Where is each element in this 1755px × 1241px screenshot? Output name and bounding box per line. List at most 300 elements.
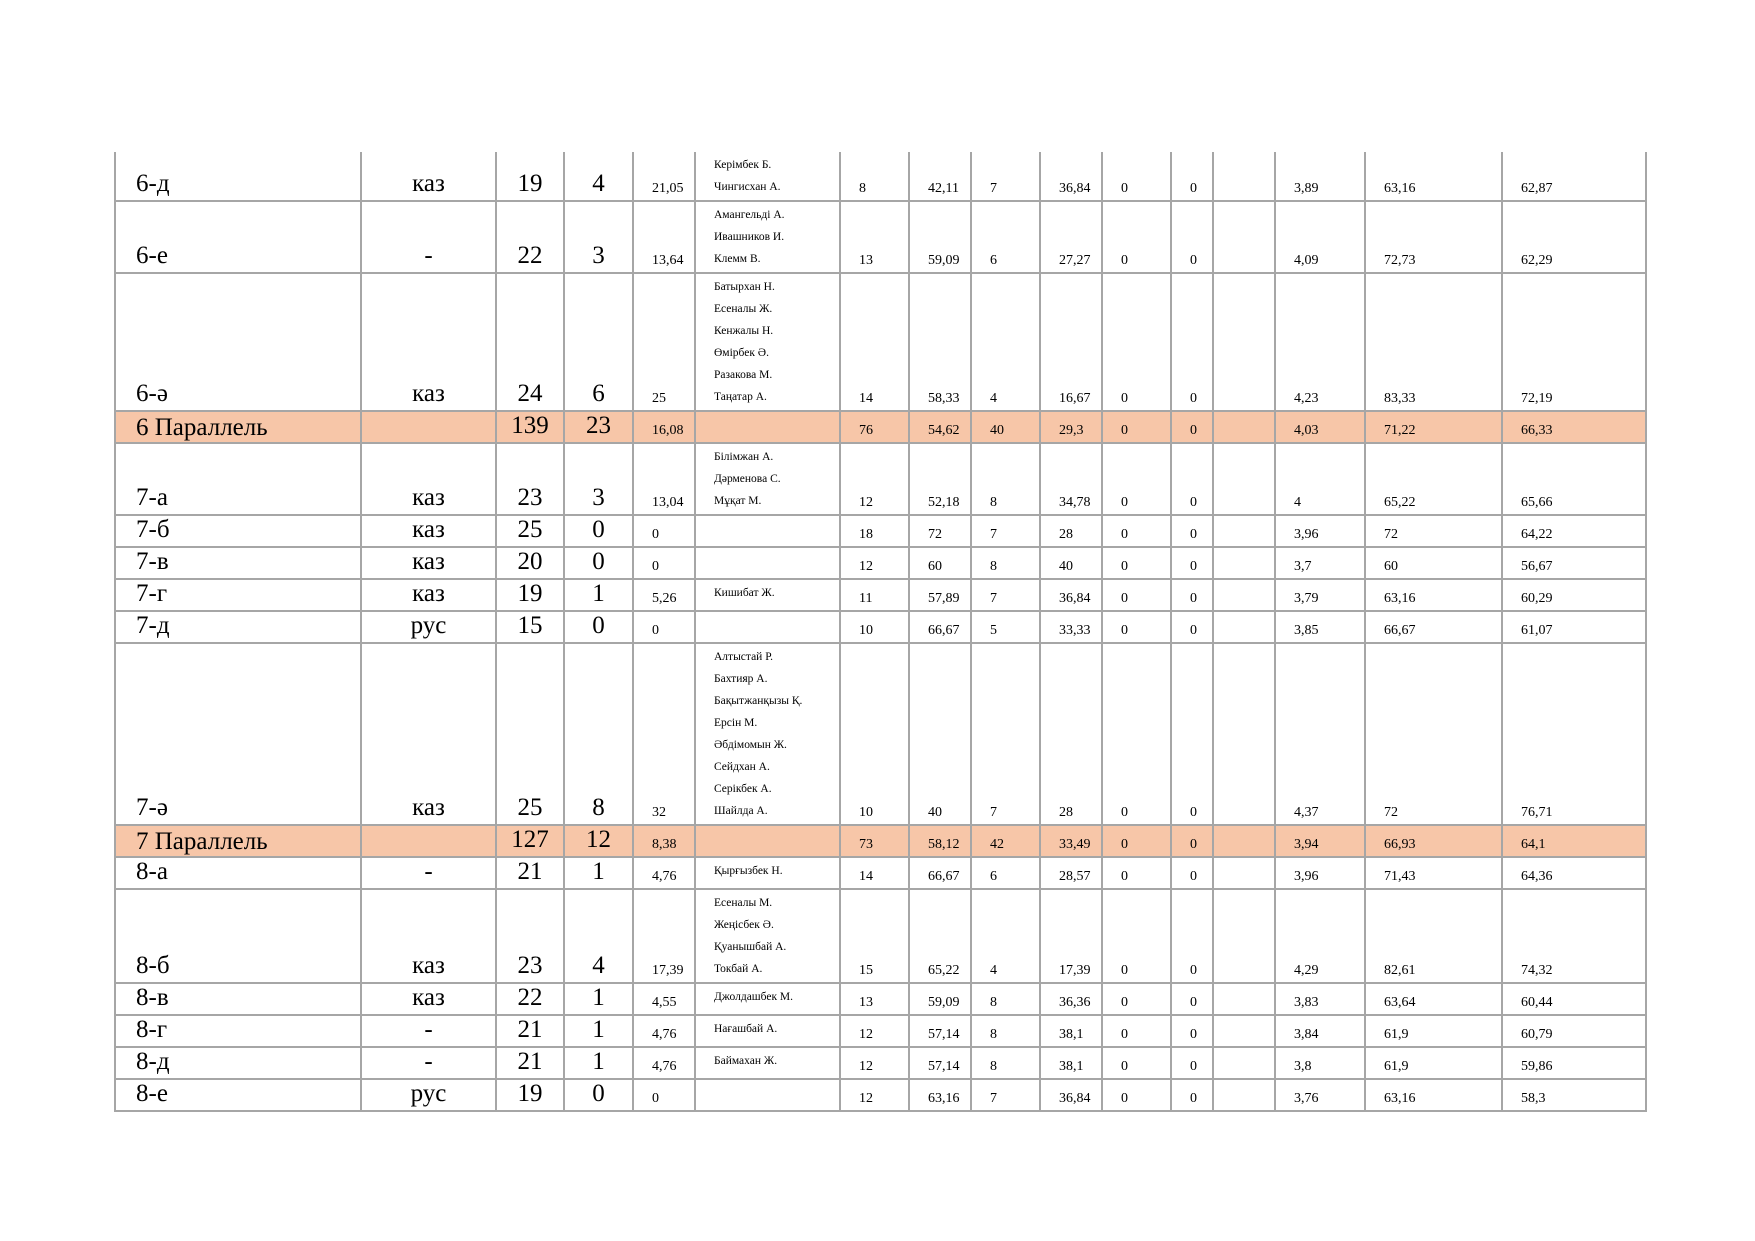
student-name: Джолдашбек М. xyxy=(714,991,794,1003)
grades-table xyxy=(114,152,1647,1112)
table-row xyxy=(115,443,1646,515)
average-grade-cell: 3,94 xyxy=(1275,825,1365,857)
quality-percent-cell: 60 xyxy=(1365,547,1502,579)
excellent-percent-cell: 21,05 xyxy=(633,152,695,201)
sok-percent-cell: 60,44 xyxy=(1502,983,1646,1015)
fail-count-cell: 0 xyxy=(1102,1047,1171,1079)
quality-percent-cell: 63,16 xyxy=(1365,1079,1502,1111)
satisfactory-count-cell: 7 xyxy=(971,579,1040,611)
student-name: Өмірбек Ә. xyxy=(714,347,769,359)
excellent-percent-cell: 5,26 xyxy=(633,579,695,611)
good-count-cell: 11 xyxy=(840,579,909,611)
good-count-cell: 12 xyxy=(840,1047,909,1079)
excellent-percent-cell: 4,76 xyxy=(633,1015,695,1047)
average-grade-cell: 3,96 xyxy=(1275,515,1365,547)
names-cell xyxy=(695,1015,840,1047)
quality-percent-cell: 82,61 xyxy=(1365,889,1502,983)
table-row xyxy=(115,273,1646,411)
student-name: Чингисхан А. xyxy=(714,181,781,193)
fail-percent-cell: 0 xyxy=(1171,515,1213,547)
class-cell: 6 Параллель xyxy=(115,411,361,443)
student-name: Білімжан А. xyxy=(714,451,774,463)
language-cell: каз xyxy=(361,889,496,983)
fail-percent-cell: 0 xyxy=(1171,889,1213,983)
fail-percent-cell: 0 xyxy=(1171,983,1213,1015)
average-grade-cell: 4,37 xyxy=(1275,643,1365,825)
average-grade-cell: 4 xyxy=(1275,443,1365,515)
table-row xyxy=(115,1079,1646,1111)
fail-percent-cell: 0 xyxy=(1171,643,1213,825)
table-row xyxy=(115,1015,1646,1047)
names-cell xyxy=(695,411,840,443)
fail-percent-cell: 0 xyxy=(1171,547,1213,579)
quality-percent-cell: 72 xyxy=(1365,643,1502,825)
student-name: Мұқат М. xyxy=(714,495,762,507)
excellent-count-cell: 23 xyxy=(564,411,633,443)
satisfactory-percent-cell: 27,27 xyxy=(1040,201,1102,273)
average-grade-cell: 3,83 xyxy=(1275,983,1365,1015)
fail-percent-cell: 0 xyxy=(1171,411,1213,443)
satisfactory-percent-cell: 34,78 xyxy=(1040,443,1102,515)
excellent-percent-cell: 4,76 xyxy=(633,857,695,889)
fail-percent-cell: 0 xyxy=(1171,611,1213,643)
empty-cell xyxy=(1213,547,1275,579)
excellent-percent-cell: 17,39 xyxy=(633,889,695,983)
good-count-cell: 13 xyxy=(840,201,909,273)
excellent-count-cell: 0 xyxy=(564,1079,633,1111)
excellent-count-cell: 1 xyxy=(564,857,633,889)
fail-count-cell: 0 xyxy=(1102,443,1171,515)
good-count-cell: 13 xyxy=(840,983,909,1015)
satisfactory-percent-cell: 28,57 xyxy=(1040,857,1102,889)
empty-cell xyxy=(1213,515,1275,547)
empty-cell xyxy=(1213,825,1275,857)
empty-cell xyxy=(1213,1047,1275,1079)
good-count-cell: 18 xyxy=(840,515,909,547)
language-cell: каз xyxy=(361,579,496,611)
excellent-percent-cell: 13,64 xyxy=(633,201,695,273)
satisfactory-count-cell: 8 xyxy=(971,547,1040,579)
names-cell xyxy=(695,547,840,579)
satisfactory-percent-cell: 33,49 xyxy=(1040,825,1102,857)
excellent-count-cell: 0 xyxy=(564,547,633,579)
class-cell: 8-д xyxy=(115,1047,361,1079)
excellent-count-cell: 0 xyxy=(564,611,633,643)
excellent-count-cell: 1 xyxy=(564,1015,633,1047)
excellent-count-cell: 8 xyxy=(564,643,633,825)
satisfactory-count-cell: 7 xyxy=(971,515,1040,547)
language-cell: каз xyxy=(361,443,496,515)
empty-cell xyxy=(1213,611,1275,643)
fail-count-cell: 0 xyxy=(1102,1015,1171,1047)
good-count-cell: 12 xyxy=(840,1015,909,1047)
quality-percent-cell: 63,16 xyxy=(1365,152,1502,201)
average-grade-cell: 3,84 xyxy=(1275,1015,1365,1047)
good-count-cell: 73 xyxy=(840,825,909,857)
class-cell: 6-д xyxy=(115,152,361,201)
table-row xyxy=(115,152,1646,201)
class-cell: 8-г xyxy=(115,1015,361,1047)
quality-percent-cell: 71,43 xyxy=(1365,857,1502,889)
student-name: Нағашбай А. xyxy=(714,1023,778,1035)
fail-count-cell: 0 xyxy=(1102,152,1171,201)
fail-count-cell: 0 xyxy=(1102,547,1171,579)
good-percent-cell: 40 xyxy=(909,643,971,825)
names-cell xyxy=(695,643,840,825)
sok-percent-cell: 59,86 xyxy=(1502,1047,1646,1079)
sok-percent-cell: 74,32 xyxy=(1502,889,1646,983)
names-cell xyxy=(695,983,840,1015)
satisfactory-count-cell: 7 xyxy=(971,643,1040,825)
excellent-count-cell: 4 xyxy=(564,152,633,201)
students-total-cell: 22 xyxy=(496,983,564,1015)
quality-percent-cell: 66,93 xyxy=(1365,825,1502,857)
students-total-cell: 19 xyxy=(496,152,564,201)
fail-count-cell: 0 xyxy=(1102,515,1171,547)
student-name: Разакова М. xyxy=(714,369,773,381)
student-name: Шайлда А. xyxy=(714,805,768,817)
class-cell: 8-а xyxy=(115,857,361,889)
students-total-cell: 19 xyxy=(496,1079,564,1111)
quality-percent-cell: 66,67 xyxy=(1365,611,1502,643)
students-total-cell: 21 xyxy=(496,857,564,889)
names-cell xyxy=(695,857,840,889)
good-percent-cell: 60 xyxy=(909,547,971,579)
empty-cell xyxy=(1213,443,1275,515)
fail-percent-cell: 0 xyxy=(1171,579,1213,611)
student-name: Токбай А. xyxy=(714,963,763,975)
satisfactory-percent-cell: 33,33 xyxy=(1040,611,1102,643)
empty-cell xyxy=(1213,411,1275,443)
table-row xyxy=(115,1047,1646,1079)
parallel-summary-row xyxy=(115,825,1646,857)
students-total-cell: 139 xyxy=(496,411,564,443)
satisfactory-count-cell: 4 xyxy=(971,889,1040,983)
class-cell: 8-е xyxy=(115,1079,361,1111)
quality-percent-cell: 83,33 xyxy=(1365,273,1502,411)
fail-count-cell: 0 xyxy=(1102,1079,1171,1111)
excellent-percent-cell: 32 xyxy=(633,643,695,825)
average-grade-cell: 4,29 xyxy=(1275,889,1365,983)
table-row xyxy=(115,643,1646,825)
empty-cell xyxy=(1213,579,1275,611)
good-count-cell: 14 xyxy=(840,857,909,889)
sok-percent-cell: 64,22 xyxy=(1502,515,1646,547)
student-name: Клемм В. xyxy=(714,253,761,265)
student-name: Амангельді А. xyxy=(714,209,785,221)
names-cell xyxy=(695,201,840,273)
language-cell: каз xyxy=(361,152,496,201)
sok-percent-cell: 56,67 xyxy=(1502,547,1646,579)
sok-percent-cell: 72,19 xyxy=(1502,273,1646,411)
class-cell: 6-е xyxy=(115,201,361,273)
fail-percent-cell: 0 xyxy=(1171,1047,1213,1079)
satisfactory-percent-cell: 28 xyxy=(1040,643,1102,825)
satisfactory-percent-cell: 29,3 xyxy=(1040,411,1102,443)
names-cell xyxy=(695,579,840,611)
good-count-cell: 12 xyxy=(840,443,909,515)
student-name: Кишибат Ж. xyxy=(714,587,775,599)
class-cell: 7-д xyxy=(115,611,361,643)
average-grade-cell: 3,85 xyxy=(1275,611,1365,643)
excellent-percent-cell: 4,55 xyxy=(633,983,695,1015)
sok-percent-cell: 62,29 xyxy=(1502,201,1646,273)
class-cell: 7-а xyxy=(115,443,361,515)
language-cell: каз xyxy=(361,273,496,411)
satisfactory-count-cell: 5 xyxy=(971,611,1040,643)
excellent-count-cell: 3 xyxy=(564,443,633,515)
good-percent-cell: 58,33 xyxy=(909,273,971,411)
students-total-cell: 25 xyxy=(496,515,564,547)
empty-cell xyxy=(1213,1079,1275,1111)
excellent-count-cell: 6 xyxy=(564,273,633,411)
satisfactory-count-cell: 7 xyxy=(971,1079,1040,1111)
students-total-cell: 20 xyxy=(496,547,564,579)
names-cell xyxy=(695,273,840,411)
sok-percent-cell: 60,79 xyxy=(1502,1015,1646,1047)
satisfactory-count-cell: 6 xyxy=(971,201,1040,273)
empty-cell xyxy=(1213,201,1275,273)
fail-count-cell: 0 xyxy=(1102,857,1171,889)
names-cell xyxy=(695,1079,840,1111)
fail-count-cell: 0 xyxy=(1102,983,1171,1015)
good-percent-cell: 63,16 xyxy=(909,1079,971,1111)
satisfactory-count-cell: 8 xyxy=(971,1015,1040,1047)
class-cell: 6-ә xyxy=(115,273,361,411)
table-row xyxy=(115,579,1646,611)
fail-count-cell: 0 xyxy=(1102,889,1171,983)
good-count-cell: 10 xyxy=(840,643,909,825)
good-percent-cell: 42,11 xyxy=(909,152,971,201)
excellent-count-cell: 1 xyxy=(564,1047,633,1079)
satisfactory-percent-cell: 38,1 xyxy=(1040,1015,1102,1047)
student-name: Бахтияр А. xyxy=(714,673,768,685)
names-cell xyxy=(695,889,840,983)
good-percent-cell: 66,67 xyxy=(909,611,971,643)
fail-count-cell: 0 xyxy=(1102,411,1171,443)
good-count-cell: 14 xyxy=(840,273,909,411)
fail-percent-cell: 0 xyxy=(1171,443,1213,515)
average-grade-cell: 3,8 xyxy=(1275,1047,1365,1079)
language-cell: рус xyxy=(361,1079,496,1111)
fail-count-cell: 0 xyxy=(1102,643,1171,825)
fail-percent-cell: 0 xyxy=(1171,201,1213,273)
empty-cell xyxy=(1213,983,1275,1015)
satisfactory-percent-cell: 16,67 xyxy=(1040,273,1102,411)
good-count-cell: 8 xyxy=(840,152,909,201)
student-name: Батырхан Н. xyxy=(714,281,775,293)
class-cell: 7-ә xyxy=(115,643,361,825)
excellent-percent-cell: 16,08 xyxy=(633,411,695,443)
sok-percent-cell: 64,1 xyxy=(1502,825,1646,857)
excellent-percent-cell: 13,04 xyxy=(633,443,695,515)
satisfactory-count-cell: 8 xyxy=(971,1047,1040,1079)
sok-percent-cell: 66,33 xyxy=(1502,411,1646,443)
student-name: Керімбек Б. xyxy=(714,159,772,171)
good-percent-cell: 54,62 xyxy=(909,411,971,443)
students-total-cell: 23 xyxy=(496,443,564,515)
class-cell: 7-б xyxy=(115,515,361,547)
students-total-cell: 15 xyxy=(496,611,564,643)
student-name: Ерсін М. xyxy=(714,717,758,729)
excellent-percent-cell: 0 xyxy=(633,515,695,547)
language-cell: каз xyxy=(361,515,496,547)
fail-percent-cell: 0 xyxy=(1171,825,1213,857)
language-cell xyxy=(361,411,496,443)
satisfactory-percent-cell: 36,84 xyxy=(1040,152,1102,201)
average-grade-cell: 4,03 xyxy=(1275,411,1365,443)
fail-count-cell: 0 xyxy=(1102,611,1171,643)
student-name: Таңатар А. xyxy=(714,391,767,403)
student-name: Есеналы Ж. xyxy=(714,303,773,315)
sok-percent-cell: 60,29 xyxy=(1502,579,1646,611)
good-count-cell: 12 xyxy=(840,547,909,579)
excellent-count-cell: 1 xyxy=(564,579,633,611)
table-row xyxy=(115,857,1646,889)
names-cell xyxy=(695,515,840,547)
excellent-count-cell: 3 xyxy=(564,201,633,273)
student-name: Жеңісбек Ә. xyxy=(714,919,774,931)
empty-cell xyxy=(1213,643,1275,825)
average-grade-cell: 3,76 xyxy=(1275,1079,1365,1111)
sok-percent-cell: 64,36 xyxy=(1502,857,1646,889)
satisfactory-count-cell: 7 xyxy=(971,152,1040,201)
excellent-percent-cell: 4,76 xyxy=(633,1047,695,1079)
language-cell: - xyxy=(361,857,496,889)
student-name: Серікбек А. xyxy=(714,783,772,795)
class-cell: 7 Параллель xyxy=(115,825,361,857)
satisfactory-count-cell: 8 xyxy=(971,983,1040,1015)
fail-percent-cell: 0 xyxy=(1171,273,1213,411)
average-grade-cell: 3,96 xyxy=(1275,857,1365,889)
language-cell: рус xyxy=(361,611,496,643)
excellent-percent-cell: 25 xyxy=(633,273,695,411)
quality-percent-cell: 65,22 xyxy=(1365,443,1502,515)
satisfactory-percent-cell: 17,39 xyxy=(1040,889,1102,983)
names-cell xyxy=(695,152,840,201)
satisfactory-percent-cell: 40 xyxy=(1040,547,1102,579)
names-cell xyxy=(695,1047,840,1079)
good-count-cell: 76 xyxy=(840,411,909,443)
language-cell: каз xyxy=(361,547,496,579)
excellent-count-cell: 1 xyxy=(564,983,633,1015)
excellent-count-cell: 0 xyxy=(564,515,633,547)
student-name: Қуанышбай А. xyxy=(714,941,787,953)
language-cell: - xyxy=(361,201,496,273)
class-cell: 7-г xyxy=(115,579,361,611)
empty-cell xyxy=(1213,889,1275,983)
table-row xyxy=(115,983,1646,1015)
table-row xyxy=(115,201,1646,273)
students-total-cell: 22 xyxy=(496,201,564,273)
excellent-count-cell: 12 xyxy=(564,825,633,857)
quality-percent-cell: 61,9 xyxy=(1365,1047,1502,1079)
quality-percent-cell: 63,16 xyxy=(1365,579,1502,611)
class-cell: 8-в xyxy=(115,983,361,1015)
names-cell xyxy=(695,611,840,643)
students-total-cell: 127 xyxy=(496,825,564,857)
table-row xyxy=(115,889,1646,983)
fail-count-cell: 0 xyxy=(1102,201,1171,273)
sok-percent-cell: 62,87 xyxy=(1502,152,1646,201)
fail-percent-cell: 0 xyxy=(1171,1079,1213,1111)
good-count-cell: 12 xyxy=(840,1079,909,1111)
language-cell: - xyxy=(361,1015,496,1047)
student-name: Әбдімомын Ж. xyxy=(714,739,787,751)
excellent-percent-cell: 0 xyxy=(633,547,695,579)
students-total-cell: 23 xyxy=(496,889,564,983)
sok-percent-cell: 61,07 xyxy=(1502,611,1646,643)
good-percent-cell: 57,89 xyxy=(909,579,971,611)
student-name: Баймахан Ж. xyxy=(714,1055,778,1067)
good-percent-cell: 57,14 xyxy=(909,1015,971,1047)
good-percent-cell: 59,09 xyxy=(909,201,971,273)
good-percent-cell: 52,18 xyxy=(909,443,971,515)
fail-percent-cell: 0 xyxy=(1171,857,1213,889)
empty-cell xyxy=(1213,152,1275,201)
good-count-cell: 10 xyxy=(840,611,909,643)
students-total-cell: 25 xyxy=(496,643,564,825)
good-percent-cell: 66,67 xyxy=(909,857,971,889)
average-grade-cell: 3,89 xyxy=(1275,152,1365,201)
students-total-cell: 24 xyxy=(496,273,564,411)
good-percent-cell: 57,14 xyxy=(909,1047,971,1079)
names-cell xyxy=(695,443,840,515)
good-percent-cell: 72 xyxy=(909,515,971,547)
satisfactory-count-cell: 40 xyxy=(971,411,1040,443)
student-name: Ивашников И. xyxy=(714,231,785,243)
students-total-cell: 21 xyxy=(496,1015,564,1047)
good-count-cell: 15 xyxy=(840,889,909,983)
satisfactory-percent-cell: 36,84 xyxy=(1040,579,1102,611)
class-cell: 8-б xyxy=(115,889,361,983)
students-total-cell: 19 xyxy=(496,579,564,611)
excellent-percent-cell: 8,38 xyxy=(633,825,695,857)
table-row xyxy=(115,547,1646,579)
satisfactory-count-cell: 4 xyxy=(971,273,1040,411)
student-name: Дәрменова С. xyxy=(714,473,781,485)
average-grade-cell: 4,23 xyxy=(1275,273,1365,411)
table-row xyxy=(115,515,1646,547)
good-percent-cell: 59,09 xyxy=(909,983,971,1015)
satisfactory-percent-cell: 38,1 xyxy=(1040,1047,1102,1079)
names-cell xyxy=(695,825,840,857)
student-name: Бақытжанқызы Қ. xyxy=(714,695,803,707)
average-grade-cell: 3,79 xyxy=(1275,579,1365,611)
language-cell xyxy=(361,825,496,857)
excellent-count-cell: 4 xyxy=(564,889,633,983)
satisfactory-count-cell: 8 xyxy=(971,443,1040,515)
sok-percent-cell: 76,71 xyxy=(1502,643,1646,825)
student-name: Сейдхан А. xyxy=(714,761,770,773)
language-cell: каз xyxy=(361,983,496,1015)
quality-percent-cell: 72 xyxy=(1365,515,1502,547)
average-grade-cell: 3,7 xyxy=(1275,547,1365,579)
fail-percent-cell: 0 xyxy=(1171,1015,1213,1047)
quality-percent-cell: 71,22 xyxy=(1365,411,1502,443)
good-percent-cell: 65,22 xyxy=(909,889,971,983)
excellent-percent-cell: 0 xyxy=(633,1079,695,1111)
quality-percent-cell: 72,73 xyxy=(1365,201,1502,273)
empty-cell xyxy=(1213,857,1275,889)
table-row xyxy=(115,611,1646,643)
empty-cell xyxy=(1213,1015,1275,1047)
quality-percent-cell: 63,64 xyxy=(1365,983,1502,1015)
satisfactory-count-cell: 6 xyxy=(971,857,1040,889)
fail-count-cell: 0 xyxy=(1102,825,1171,857)
student-name: Кенжалы Н. xyxy=(714,325,774,337)
student-name: Есеналы М. xyxy=(714,897,773,909)
